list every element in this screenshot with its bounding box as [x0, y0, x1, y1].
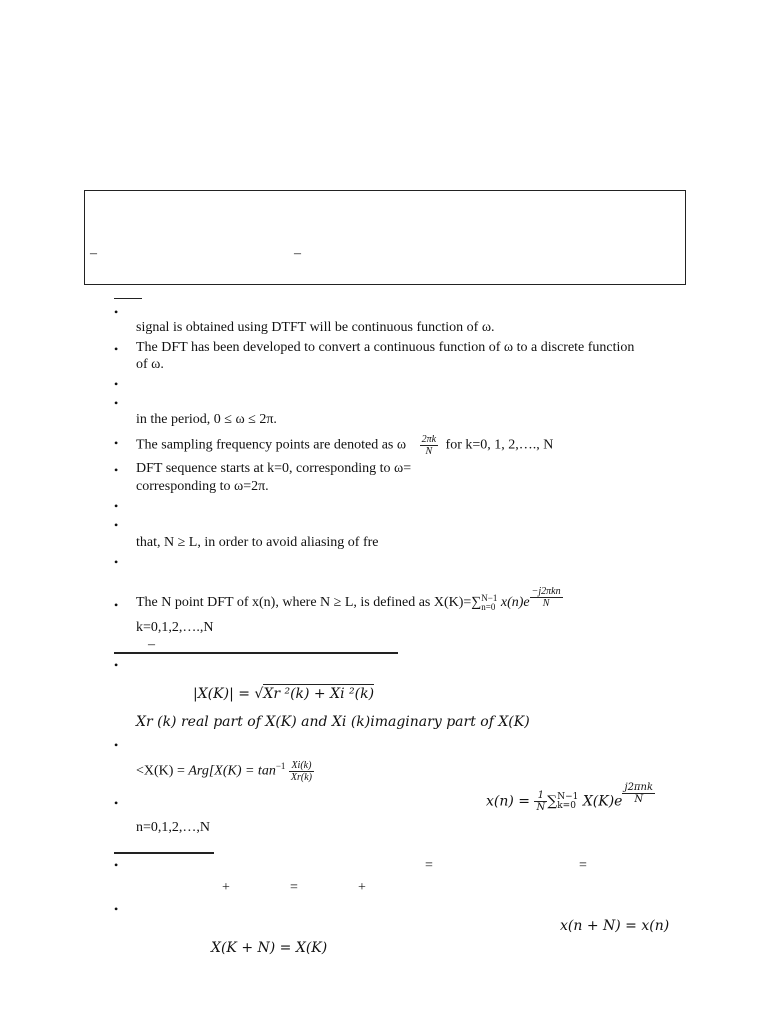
- bullet: •: [114, 377, 119, 391]
- idft-n-range: n=0,1,2,…,N: [136, 820, 211, 835]
- phase-equation: $<X(K) = Arg[X(K) = \tan^{-1}$ $\frac{Xi(k)}{Xr(k)}$: [136, 760, 313, 783]
- dft-definition: The N point DFT of x(n), where N ≥ L, is defined as X(K)=∑ N−1 n=0 x(n)e $\frac{\text{−j2πkn}}{N}$: [136, 586, 561, 612]
- bullet: •: [114, 555, 119, 569]
- intro-line6: that, N ≥ L, in order to avoid aliasing of fre: [136, 535, 379, 550]
- real-imag-parts: Xr (k) real part of X(K) and Xi (k)imaginary part of X(K): [136, 714, 530, 730]
- section-rule-2: [114, 852, 214, 854]
- bullet: •: [114, 738, 119, 752]
- bullet: •: [114, 796, 119, 810]
- intro-line5b: corresponding to ω=2π.: [136, 479, 269, 494]
- bullet: •: [114, 658, 119, 672]
- summary-box: [84, 190, 686, 285]
- bullet: •: [114, 518, 119, 532]
- periodicity-x: x(n + N) = x(n): [560, 918, 670, 934]
- plus-sign: +: [358, 880, 366, 895]
- idft-equation: x(n) = $\frac{1}{N}$ ∑ N−1 k=0 X(K)e $\frac{\text{j2πnk}}{N}$: [486, 782, 654, 813]
- box-dash-right: –: [294, 246, 301, 261]
- bullet: •: [114, 902, 119, 916]
- sampling-fraction: $\frac{2\pi k}{N}$: [421, 434, 437, 457]
- bullet: •: [114, 396, 119, 410]
- periodicity-X: X(K + N) = X(K): [211, 940, 328, 956]
- intro-line2a: The DFT has been developed to convert a continuous function of ω to a discrete function: [136, 340, 635, 355]
- section-rule-1: [114, 652, 398, 654]
- intro-line5a: DFT sequence starts at k=0, corresponding to ω=: [136, 461, 412, 476]
- section-dash: –: [148, 637, 155, 652]
- equals-sign: =: [290, 880, 298, 895]
- bullet: •: [114, 342, 119, 356]
- bullet: •: [114, 858, 119, 872]
- plus-sign: +: [222, 880, 230, 895]
- box-dash-left: –: [90, 246, 97, 261]
- bullet: •: [114, 499, 119, 513]
- bullet: •: [114, 305, 119, 319]
- bullet: •: [114, 598, 119, 612]
- bullet: •: [114, 463, 119, 477]
- heading-underline: [114, 298, 142, 299]
- intro-line2b: of ω.: [136, 357, 164, 372]
- intro-line1: signal is obtained using DTFT will be continuous function of ω.: [136, 320, 495, 335]
- equals-sign: =: [579, 858, 587, 873]
- intro-line3: in the period, 0 ≤ ω ≤ 2π.: [136, 412, 277, 427]
- magnitude-equation: |X(K)| = √Xr ²(k) + Xi ²(k): [193, 686, 375, 702]
- intro-line4: The sampling frequency points are denoted as ω $\frac{2\pi k}{N}$ for k=0, 1, 2,…., N: [136, 434, 554, 457]
- equals-sign: =: [425, 858, 433, 873]
- bullet: •: [114, 436, 119, 450]
- dft-k-range: k=0,1,2,….,N: [136, 620, 214, 635]
